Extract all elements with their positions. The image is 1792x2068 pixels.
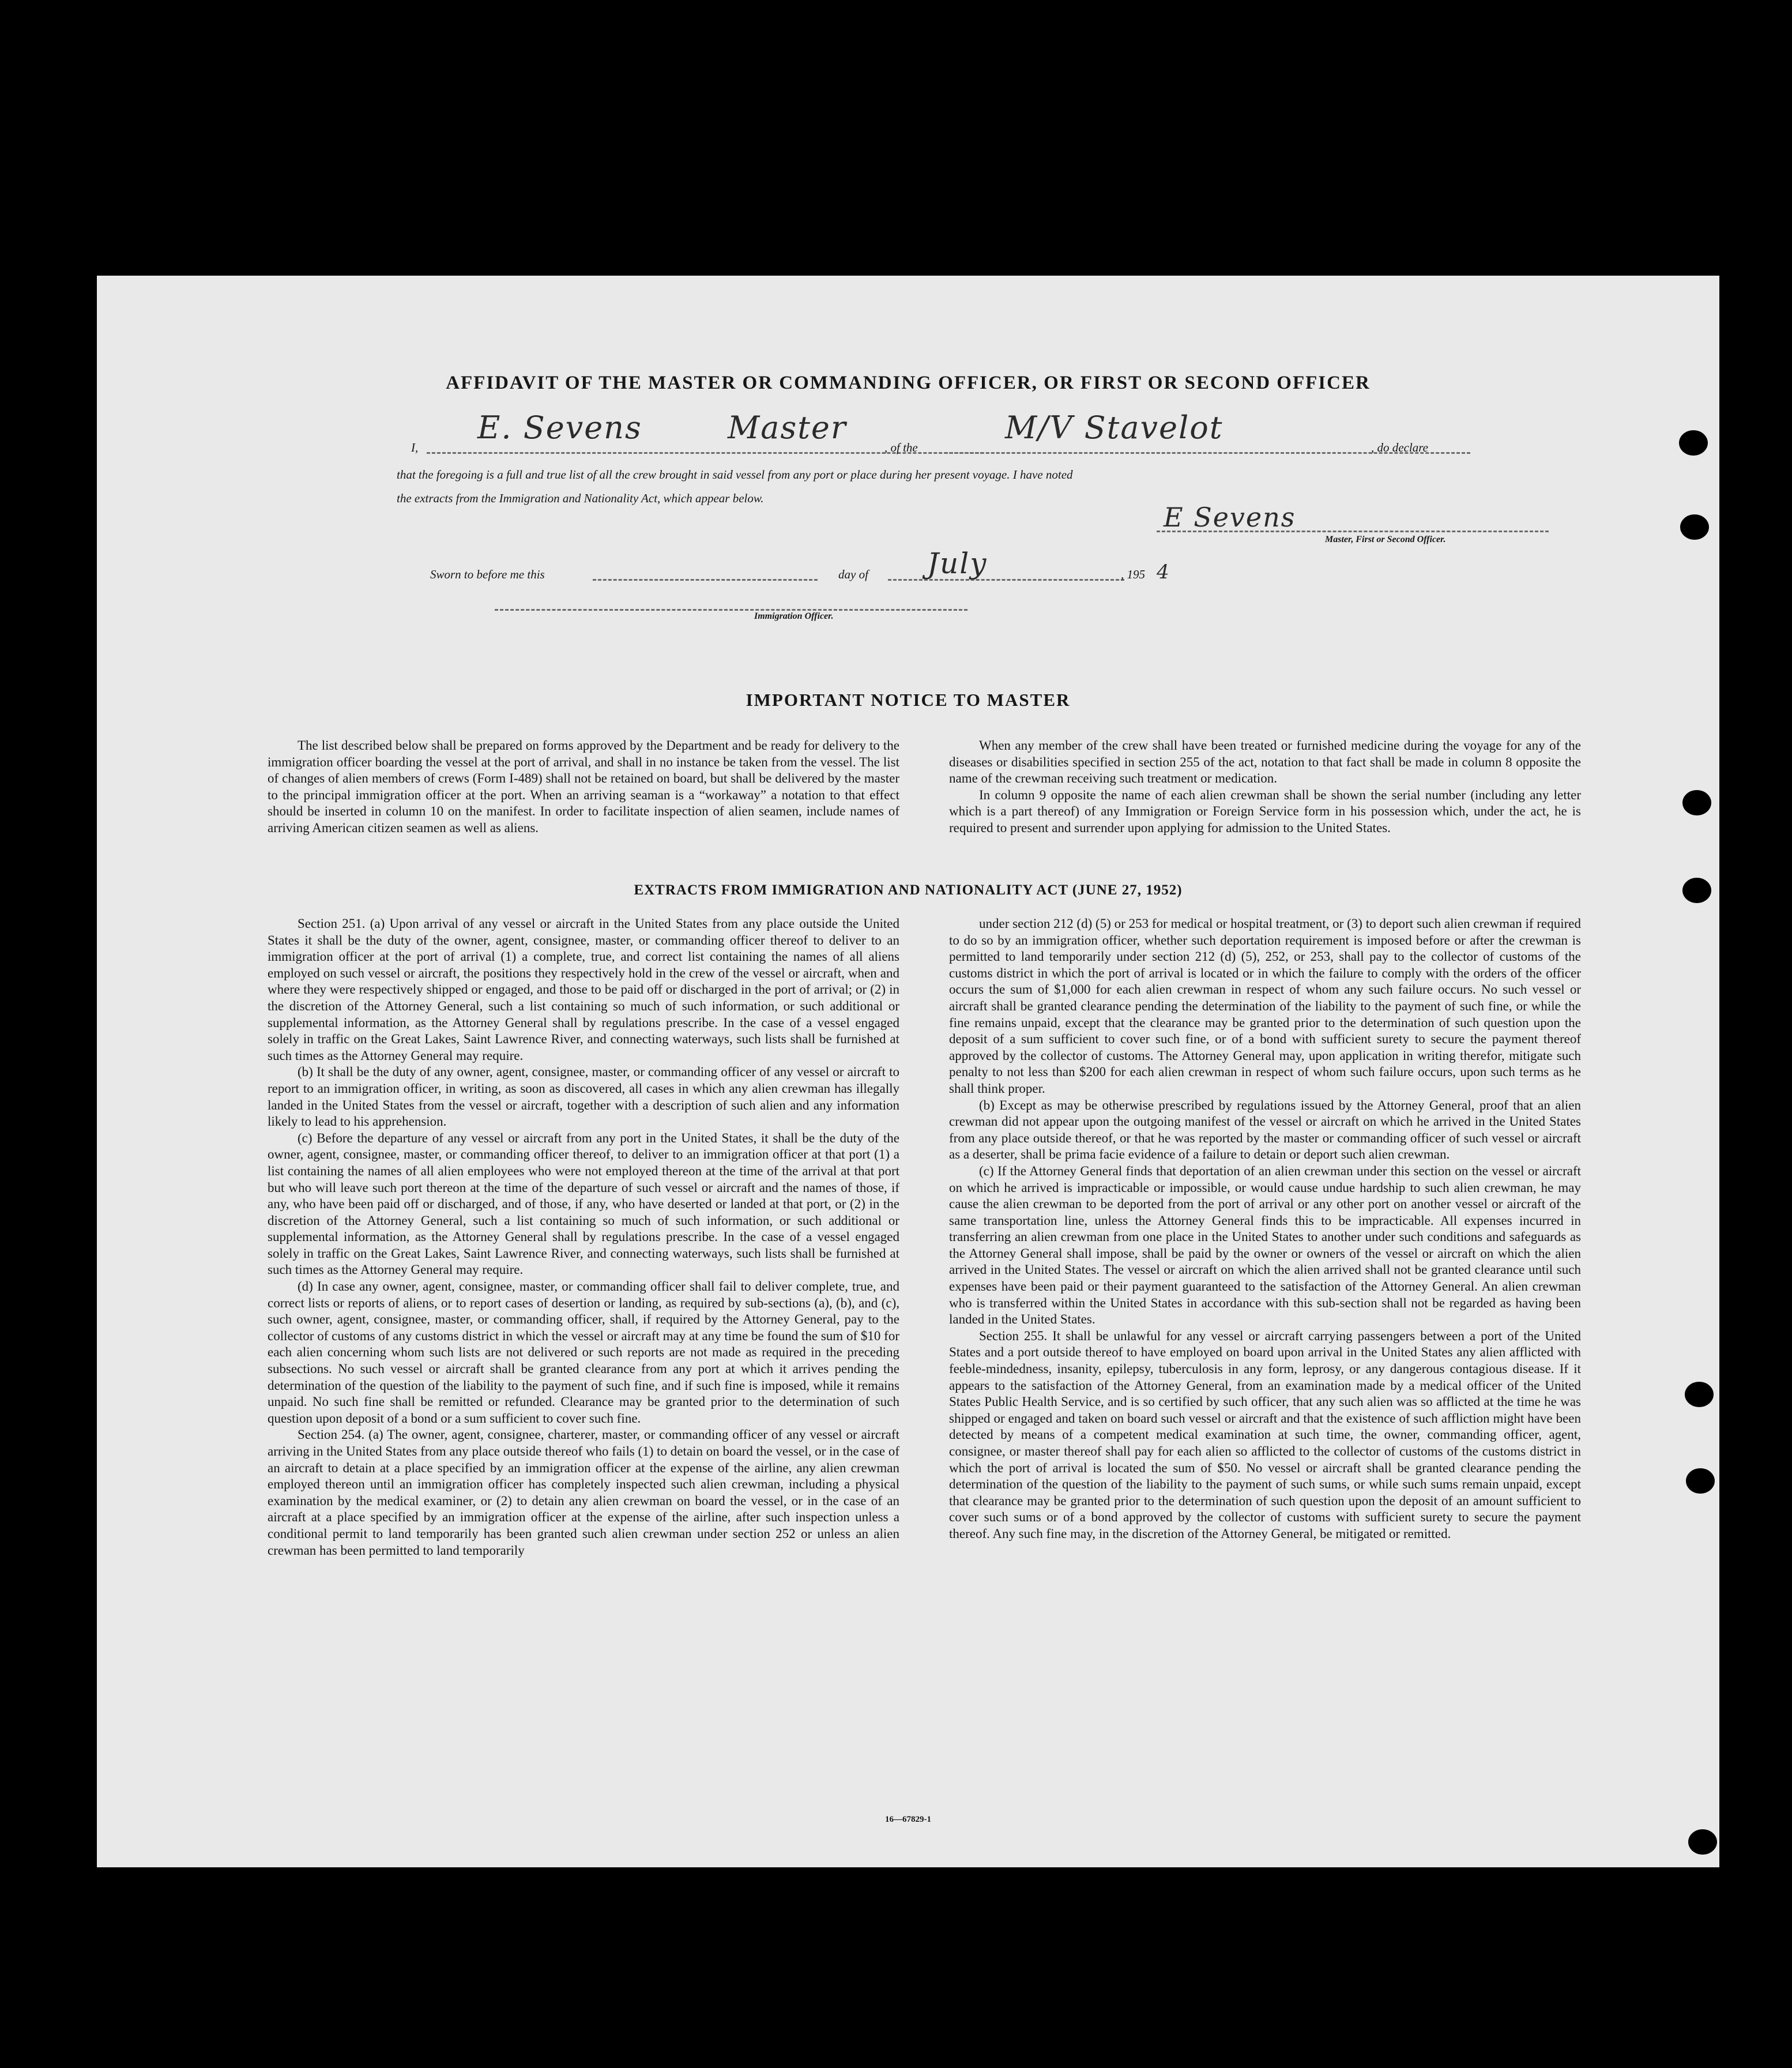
section-251-c: (c) Before the departure of any vessel or aircraft from any port in the United States, it shall be the duty of the owner, agent, consignee, master, or commanding officer thereof, to deliver to an immigration officer at that port (1) a list containing the names of all alien employees who were not employed thereon at the time of the arrival at that port but who will leave such port thereon at the time of the departure of such vessel or aircraft and the names of those, if any, who have been paid off or discharged, and of those, if any, who have deserted or landed at that port, or (2) in the discretion of the Attorney General, such a list containing so much of such information, or such additional or supplemental information, as the Attorney General shall by regulations prescribe. In the case of a vessel engaged solely in traffic on the Great Lakes, Saint Lawrence River, and connecting waterways, such lists shall be furnished at such times as the Attorney General may require. — [268, 1130, 899, 1277]
of-the-label: , of the — [884, 441, 918, 454]
sworn-label: Sworn to before me this — [430, 567, 545, 581]
document-page — [97, 276, 1719, 1867]
section-255: Section 255. It shall be unlawful for any vessel or aircraft carrying passengers between a port of the United States and a port outside thereof to have employed on board upon arrival in the United States any alien afflicted with feeble-mindedness, insanity, epilepsy, tuberculosis in any form, leprosy, or any dangerous contagious disease. If it appears to the satisfaction of the Attorney General, from an examination made by a medical officer of the United States Public Health Service, and is so certified by such officer, that any such alien was so afflicted at the time he was shipped or engaged and taken on board such vessel or aircraft and that the existence of such affliction might have been detected by means of a competent medical examination at such time, the owner, commanding officer, agent, consignee, or master thereof shall pay for each alien so afflicted to the collector of customs of the customs district in which the port of arrival is located the sum of $50. No vessel or aircraft shall be granted clearance pending the determination of the question of the liability to the payment of such sums, or while such sums remain unpaid, except that clearance may be granted prior to the determination of such question upon the deposit of an amount sufficient to cover such sums or of a bond approved by the collector of customs with sufficient surety to secure the payment thereof. Any such fine may, in the discretion of the Attorney General, be mitigated or remitted. — [949, 1328, 1581, 1541]
day-line — [593, 571, 818, 581]
section-251-b: (b) It shall be the duty of any owner, agent, consignee, master, or commanding officer of any vessel or aircraft to report to an immigration officer, in writing, as soon as discovered, all cases in which any alien crewman has illegally landed in the United States from the vessel or aircraft, together with a description of such alien and any information likely to lead to his apprehension. — [268, 1065, 899, 1129]
punch-hole — [1686, 1468, 1715, 1494]
day-of-label: day of — [838, 567, 868, 581]
handwritten-month: July — [927, 547, 988, 580]
immigration-officer-caption: Immigration Officer. — [754, 611, 834, 621]
notice-right-column — [949, 738, 1581, 837]
notice-left-paragraph: The list described below shall be prepared on forms approved by the Department and be ready for delivery to the immigration officer boarding the vessel at the port of arrival, and shall in no instance be taken from the vessel. The list of changes of alien members of crews (Form I-489) shall not be retained on board, but shall be delivered by the master to the principal immigration officer at the port. When an arriving seaman is a “workaway” a notation to that effect should be inserted in column 10 on the manifest. In order to facilitate inspection of alien seamen, include names of arriving American citizen seamen as well as aliens. — [268, 738, 899, 835]
section-254-a: Section 254. (a) The owner, agent, consignee, charterer, master, or commanding officer of any vessel or aircraft arriving in the United States from any place outside thereof who fails (1) to detain on board the vessel, or in the case of an aircraft to detain at a place specified by an immigration officer at the expense of the airline, any alien crewman employed thereon until an immigration officer has completely inspected such alien crewman, including a physical examination by the medical examiner, or (2) to detain any alien crewman on board the vessel, or in the case of an aircraft at a place specified by an immigration officer at the expense of the airline, after such inspection unless a conditional permit to land temporarily has been granted such alien crewman under section 252 or unless an alien crewman has been permitted to land temporarily — [268, 1427, 900, 1558]
section-254-b: (b) Except as may be otherwise prescribed by regulations issued by the Attorney General, proof that an alien crewman did not appear upon the outgoing manifest of the vessel or aircraft on which he arrived in the United States from any place outside thereof, or that he was reported by the master or commanding officer of such vessel or aircraft as a deserter, shall be prima facie evidence of a failure to detain or deport such alien crewman. — [949, 1097, 1581, 1162]
punch-hole — [1682, 878, 1711, 903]
handwritten-year: 4 — [1157, 561, 1170, 584]
section-254-a-continued: under section 212 (d) (5) or 253 for medical or hospital treatment, or (3) to deport such alien crewman if required to do so by an immigration officer, whether such deportation requirement is imposed before or after the crewman is permitted to land temporarily under section 212 (d) (5), 252, or 253, shall pay to the collector of customs of the customs district in which the port of arrival is located or in which the failure to comply with the orders of the officer occurs the sum of $1,000 for each alien crewman in respect of whom any such failure occurs. No such vessel or aircraft shall be granted clearance pending the determination of the liability to the payment of such fine, or while the fine remains unpaid, except that the clearance may be granted prior to the determination of such question upon the deposit of a sum sufficient to cover such fine, or of a bond with sufficient surety to secure the payment thereof approved by the collector of customs. The Attorney General may, upon application in writing therefor, mitigate such penalty to not less than $200 for each alien crewman in respect of whom such failure occurs, upon such terms as he shall think proper. — [949, 916, 1581, 1096]
signature-caption: Master, First or Second Officer. — [1325, 535, 1446, 544]
extracts-left-column — [268, 916, 899, 1559]
notice-title: IMPORTANT NOTICE TO MASTER — [746, 690, 1071, 710]
notice-right-paragraph-1: When any member of the crew shall have been treated or furnished medicine during the voyage for any of the diseases or disabilities specified in section 255 of the act, notation to that fact shall be made in column 8 opposite the name of the crewman receiving such treatment or medication. — [949, 738, 1581, 786]
extracts-title: EXTRACTS FROM IMMIGRATION AND NATIONALITY ACT (JUNE 27, 1952) — [634, 882, 1183, 898]
affidavit-i-label: I, — [411, 441, 419, 454]
handwritten-rank: Master — [728, 409, 847, 446]
year-prefix: , 195 — [1121, 567, 1145, 581]
affidavit-line-2: that the foregoing is a full and true list of all the crew brought in said vessel from any port or place during her present voyage. I have noted — [397, 468, 1073, 482]
handwritten-signature: E Sevens — [1164, 502, 1296, 533]
do-declare-label: , do declare — [1371, 441, 1428, 454]
month-line — [888, 571, 1124, 581]
punch-hole — [1679, 430, 1708, 456]
affidavit-title: AFFIDAVIT OF THE MASTER OR COMMANDING OFFICER, OR FIRST OR SECOND OFFICER — [446, 373, 1371, 393]
form-number: 16—67829-1 — [885, 1815, 931, 1824]
section-251-d: (d) In case any owner, agent, consignee, master, or commanding officer shall fail to deliver complete, true, and correct lists or reports of aliens, or to report cases of desertion or landing, as required by sub-sections (a), (b), and (c), such owner, agent, consignee, master, or commanding officer, shall, if required by the Attorney General, pay to the collector of customs of any customs district in which the vessel or aircraft may at any time be found the sum of $10 for each alien concerning whom such lists are not delivered or such reports are not made as required in the preceding subsections. No such vessel or aircraft shall be granted clearance from any port at which it arrives pending the determination of the question of the liability to the payment of such fine, and if such fine is imposed, while it remains unpaid. No such fine shall be remitted or refunded. Clearance may be granted prior to the determination of such question upon deposit of a bond or a sum sufficient to cover such fine. — [268, 1279, 899, 1426]
punch-hole — [1680, 514, 1709, 540]
section-254-c: (c) If the Attorney General finds that deportation of an alien crewman under this section on the vessel or aircraft on which he arrived is impracticable or impossible, or would cause undue hardship to such alien crewman, he may cause the alien crewman to be deported from the port of arrival or any other port on another vessel or aircraft of the same transportation line, unless the Attorney General finds this to be impracticable. All expenses incurred in transferring an alien crewman from one place in the United States to another under such conditions and safeguards as the Attorney General shall impose, shall be paid by the owner or owners of the vessel or aircraft on which the alien arrived in the United States. The vessel or aircraft on which the alien arrived shall not be granted clearance until such expenses have been paid or their payment guaranteed to the satisfaction of the Attorney General. An alien crewman who is transferred within the United States in accordance with this sub-section shall not be regarded as having been landed in the United States. — [949, 1163, 1581, 1327]
notice-right-paragraph-2: In column 9 opposite the name of each alien crewman shall be shown the serial number (including any letter which is a part thereof) of any Immigration or Foreign Service form in his possession which, under the act, he is required to present and surrender upon applying for admission to the United States. — [949, 787, 1581, 835]
affidavit-line-3: the extracts from the Immigration and Nationality Act, which appear below. — [397, 491, 764, 505]
section-251-a: Section 251. (a) Upon arrival of any vessel or aircraft in the United States from any place outside the United States it shall be the duty of the owner, agent, consignee, master, or commanding officer thereof to deliver to an immigration officer at the port of arrival (1) a complete, true, and correct list containing the names of all aliens employed on such vessel or aircraft, the positions they respectively hold in the crew of the vessel or aircraft, when and where they were respectively shipped or engaged, and those to be paid off or discharged in the port of arrival; or (2) in the discretion of the Attorney General, such a list containing so much of such information, or such additional or supplemental information, as the Attorney General shall by regulations prescribe. In the case of a vessel engaged solely in traffic on the Great Lakes, Saint Lawrence River, and connecting waterways, such lists shall be furnished at such times as the Attorney General may require. — [268, 916, 899, 1063]
handwritten-vessel: M/V Stavelot — [1005, 409, 1223, 446]
notice-left-column — [268, 738, 899, 837]
immigration-officer-line — [495, 604, 967, 611]
punch-hole — [1685, 1382, 1714, 1407]
punch-hole — [1682, 790, 1711, 815]
punch-hole — [1688, 1829, 1717, 1855]
handwritten-name: E. Sevens — [477, 409, 642, 446]
extracts-right-column — [949, 916, 1581, 1543]
